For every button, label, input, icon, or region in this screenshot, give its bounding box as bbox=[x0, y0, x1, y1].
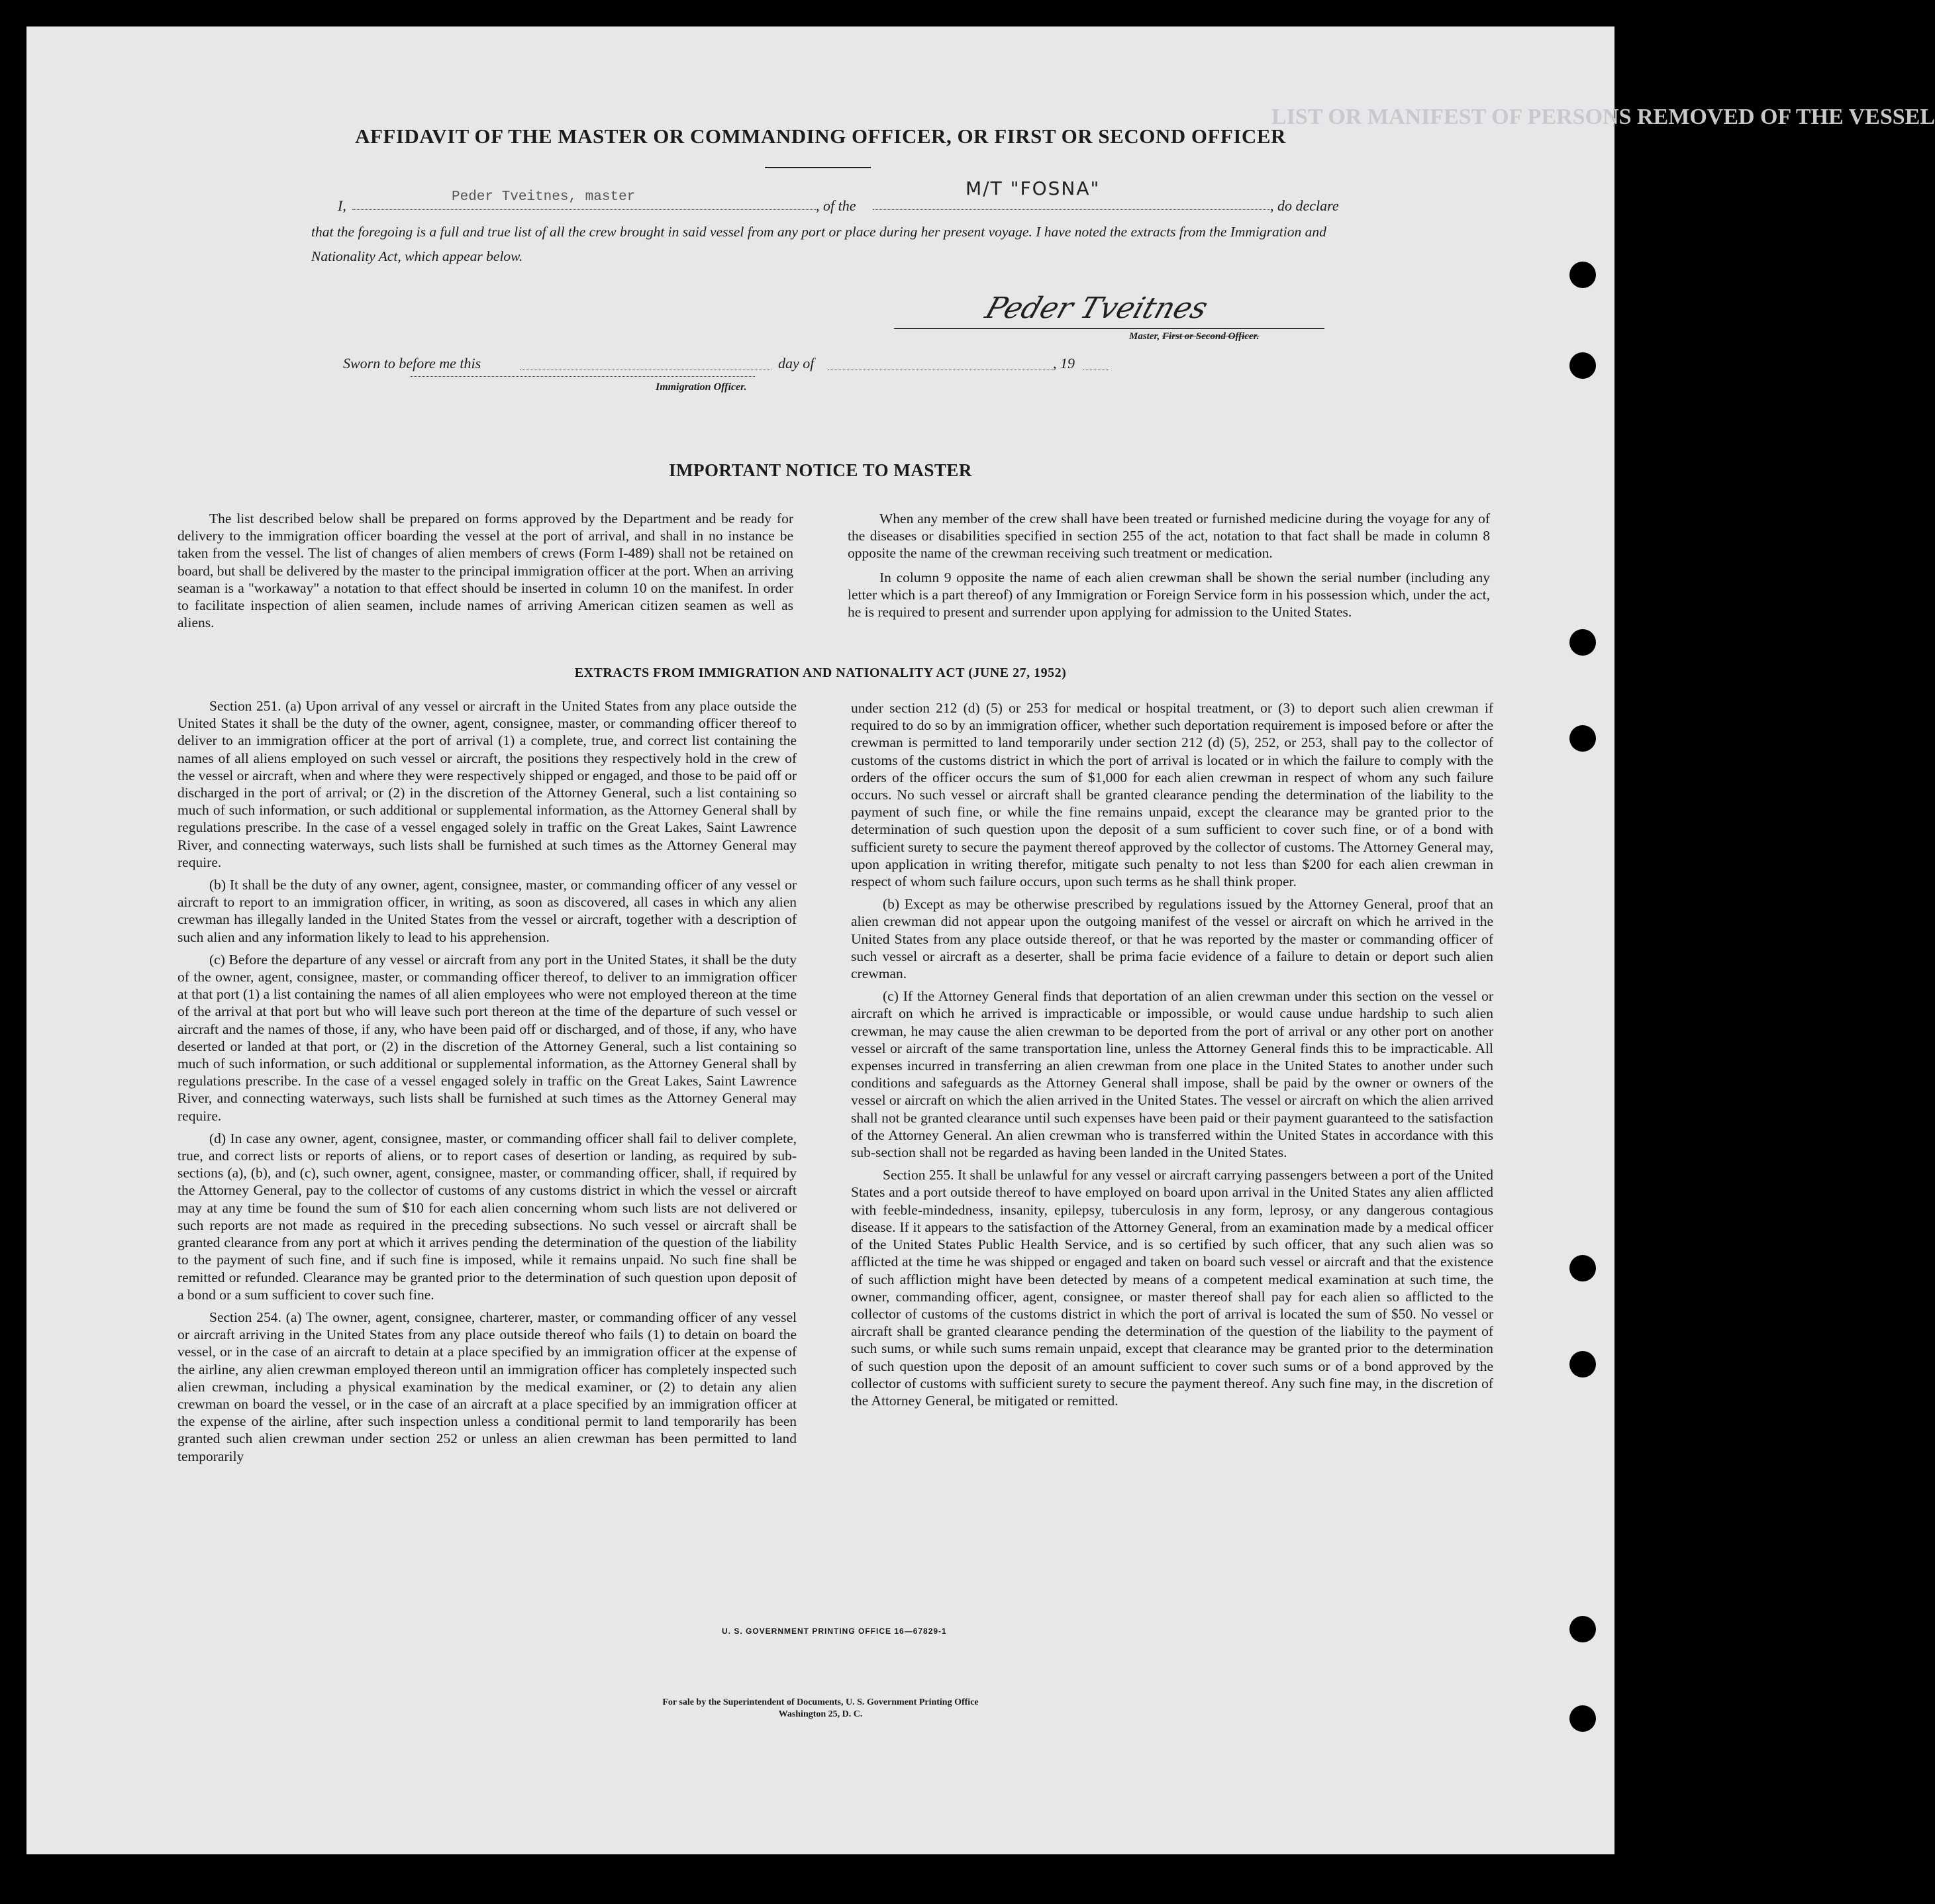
section-254-a-continued: under section 212 (d) (5) or 253 for medical or hospital treatment, or (3) to deport such alien crewman if required to do so by an immigration officer, whether such deportation requirement is imposed before or after the crewman is permitted to land temporarily under section 212 (d) (5), 252, or 253, shall pay to the collector of customs of the customs district in which the port of arrival is located or in which the failure to comply with the orders of the officer occurs the sum of $1,000 for each alien crewman in respect of whom any such failure occurs. No such vessel or aircraft shall be granted clearance pending the determination of the liability to the payment of such fine, or while the fine remains unpaid, except the clearance may be granted prior to the determination of such question upon the deposit of a sum sufficient to cover such fine, or of a bond with sufficient surety to secure the payment thereof approved by the collector of customs. The Attorney General may, upon application in writing therefor, mitigate such penalty to not less than $200 for each alien crewman in respect of whom such failure occurs, upon such terms as he shall think proper. bbox=[851, 700, 1493, 890]
punch-hole bbox=[1569, 352, 1596, 379]
sworn-month-field bbox=[828, 352, 1053, 370]
immigration-officer-label: Immigration Officer. bbox=[656, 381, 747, 393]
punch-hole bbox=[1569, 725, 1596, 752]
notice-left-column bbox=[177, 510, 793, 631]
extracts-left-column bbox=[177, 697, 797, 1470]
section-254-b: (b) Except as may be otherwise prescribed by regulations issued by the Attorney General, proof that an alien crewman did not appear upon the outgoing manifest of the vessel or aircraft on which he arrived in the United States from any place outside thereof, or that he was reported by the master or commanding officer of such vessel or aircraft as a deserter, shall be prima facie evidence of a failure to detain or deport such alien crewman. bbox=[851, 896, 1493, 982]
affidavit-title: AFFIDAVIT OF THE MASTER OR COMMANDING OFFICER, OR FIRST OR SECOND OFFICER bbox=[355, 125, 1286, 148]
declaration-text: that the foregoing is a full and true list of all the crew brought in said vessel from any port or place during her present voyage. I have noted the extracts from the Immigration and Nationality Act, which appear below. bbox=[311, 224, 1326, 264]
master-title-prefix: Master, bbox=[1129, 331, 1160, 342]
printing-office-code: U. S. GOVERNMENT PRINTING OFFICE 16—67829-1 bbox=[722, 1627, 947, 1636]
section-254-c: (c) If the Attorney General finds that deportation of an alien crewman under this section on the vessel or aircraft on which he arrived is impracticable or impossible, or would cause undue hardship to such alien crewman, he may cause the alien crewman to be deported from the port of arrival or any other port on another vessel or aircraft of the same transportation line, unless the Attorney General finds this to be impracticable. All expenses incurred in transferring an alien crewman from one place in the United States to another under such conditions and safeguards as the Attorney General shall impose, shall be paid by the owner or owners of the vessel or aircraft on which the alien arrived in the United States. The vessel or aircraft on which the alien arrived shall not be granted clearance until such expenses have been paid or their payment guaranteed to the satisfaction of the Attorney General. An alien crewman who is transferred within the United States in accordance with this sub-section shall not be regarded as having been landed in the United States. bbox=[851, 988, 1493, 1161]
day-of-label: day of bbox=[778, 355, 815, 372]
master-title bbox=[1129, 331, 1259, 342]
extracts-right-column bbox=[851, 699, 1493, 1415]
punch-hole bbox=[1569, 1351, 1596, 1378]
punch-hole bbox=[1569, 629, 1596, 656]
vessel-name-value: M/T "FOSNA" bbox=[966, 177, 1101, 199]
section-251-b: (b) It shall be the duty of any owner, agent, consignee, master, or commanding officer of any vessel or aircraft to report to an immigration officer, in writing, as soon as discovered, all cases in which any alien crewman has illegally landed in the United States from the vessel or aircraft, together with a description of such alien and any information likely to lead to his apprehension. bbox=[177, 877, 797, 945]
master-name-value: Peder Tveitnes, master bbox=[452, 189, 636, 205]
sale-notice-line-2: Washington 25, D. C. bbox=[778, 1709, 863, 1719]
vessel-field bbox=[873, 177, 1270, 210]
title-rule bbox=[765, 167, 871, 168]
punch-hole bbox=[1569, 262, 1596, 288]
punch-hole bbox=[1569, 1616, 1596, 1642]
master-name-field bbox=[352, 189, 816, 210]
sale-notice-line-1: For sale by the Superintendent of Documents, U. S. Government Printing Office bbox=[662, 1697, 979, 1707]
notice-paragraph: When any member of the crew shall have been treated or furnished medicine during the voyage for any of the diseases or disabilities specified in section 255 of the act, notation to that fact shall be made in column 8 opposite the name of the crewman receiving such treatment or medication. bbox=[848, 511, 1490, 562]
sworn-day-field bbox=[520, 352, 771, 370]
do-declare-label: , do declare bbox=[1270, 197, 1339, 214]
bleed-through-text: LIST OR MANIFEST OF PERSONS REMOVED OF THE VESSEL bbox=[1271, 105, 1935, 129]
section-251-a: Section 251. (a) Upon arrival of any vessel or aircraft in the United States from any place outside the United States it shall be the duty of the owner, agent, consignee, master, or commanding officer thereof to deliver to an immigration officer at the port of arrival (1) a complete, true, and correct list containing the names of all aliens employed on such vessel or aircraft, the positions they respectively hold in the crew of the vessel or aircraft, when and where they were respectively shipped or engaged, and those to be paid off or discharged in the port of arrival; or (2) in the discretion of the Attorney General, such a list containing so much of such information, or such additional or supplemental information, as the Attorney General shall by regulations prescribe. In the case of a vessel engaged solely in traffic on the Great Lakes, Saint Lawrence River, and connecting waterways, such lists shall be furnished at such times as the Attorney General may require. bbox=[177, 698, 797, 870]
document-page bbox=[26, 26, 1935, 1854]
section-254-a: Section 254. (a) The owner, agent, consignee, charterer, master, or commanding officer of any vessel or aircraft arriving in the United States from any place outside thereof who fails (1) to detain on board the vessel, or in the case of an aircraft to detain at a place specified by an immigration officer at the expense of the airline, any alien crewman employed thereon until an immigration officer has completely inspected such alien crewman, including a physical examination by the medical examiner, or (2) to detain any alien crewman on board the vessel, or in the case of an aircraft at a place specified by an immigration officer at the expense of the airline, after such inspection unless a conditional permit to land temporarily has been granted such alien crewman under section 252 or unless an alien crewman has been permitted to land temporarily bbox=[177, 1309, 797, 1464]
year-prefix-label: , 19 bbox=[1053, 355, 1075, 372]
sale-notice bbox=[26, 1697, 1614, 1721]
immigration-officer-line bbox=[411, 376, 755, 377]
notice-paragraph: In column 9 opposite the name of each alien crewman shall be shown the serial number (including any letter which is a part thereof) of any Immigration or Foreign Service form in his possession which, under the act, he is required to present and surrender upon applying for admission to the United States. bbox=[848, 569, 1490, 621]
punch-hole bbox=[1569, 1705, 1596, 1732]
notice-title: IMPORTANT NOTICE TO MASTER bbox=[669, 460, 972, 480]
punch-hole bbox=[1569, 1255, 1596, 1281]
notice-right-column bbox=[848, 510, 1490, 621]
notice-paragraph: The list described below shall be prepared on forms approved by the Department and be ready for delivery to the immigration officer boarding the vessel at the port of arrival, and shall in no instance be taken from the vessel. The list of changes of alien members of crews (Form I-489) shall not be retained on board, but shall be delivered by the master to the principal immigration officer at the port. When an arriving seaman is a "workaway" a notation to that effect should be inserted in column 10 on the manifest. In order to facilitate inspection of alien seamen, include names of arriving American citizen seamen as well as aliens. bbox=[177, 511, 793, 631]
sworn-year-field bbox=[1083, 352, 1109, 370]
section-251-c: (c) Before the departure of any vessel or aircraft from any port in the United States, it shall be the duty of the owner, agent, consignee, master, or commanding officer thereof, to deliver to an immigration officer at that port (1) a list containing the names of all alien employees who were not employed thereon at the time of the arrival at that port but who will leave such port thereon at the time of the departure of such vessel or aircraft and the names of those, if any, who have been paid off or discharged, and of those, if any, who have deserted or landed at that port, or (2) in the discretion of the Attorney General, such a list containing so much of such information, or such additional or supplemental information, as the Attorney General shall by regulations prescribe. In the case of a vessel engaged solely in traffic on the Great Lakes, Saint Lawrence River, and connecting waterways, such lists shall be furnished at such times as the Attorney General may require. bbox=[177, 951, 797, 1124]
extracts-title: EXTRACTS FROM IMMIGRATION AND NATIONALITY ACT (JUNE 27, 1952) bbox=[574, 666, 1067, 680]
master-signature: Peder Tveitnes bbox=[981, 291, 1213, 325]
signature-line bbox=[894, 328, 1324, 329]
i-label: I, bbox=[338, 197, 346, 214]
of-the-label: , of the bbox=[816, 197, 856, 214]
section-255: Section 255. It shall be unlawful for any vessel or aircraft carrying passengers between a port of the United States and a port outside thereof to have employed on board upon arrival in the United States any alien afflicted with feeble-mindedness, insanity, epilepsy, tuberculosis in any form, leprosy, or any dangerous contagious disease. If it appears to the satisfaction of the Attorney General, from an examination made by a medical officer of the United States Public Health Service, and is so certified by such officer, that any such alien was so afflicted at the time he was shipped or engaged and taken on board such vessel or aircraft and that the existence of such affliction might have been detected by means of a competent medical examination at such time, the owner, commanding officer, agent, consignee, or master thereof shall pay for each alien so afflicted to the collector of customs of the customs district in which the port of arrival is located the sum of $50. No vessel or aircraft shall be granted clearance pending the determination of the question of the liability to the payment of such sums, or while such sums remain unpaid, except that clearance may be granted prior to the determination of such question upon the deposit of an amount sufficient to cover such sums or of a bond approved by the collector of customs with sufficient surety to secure the payment thereof. Any such fine may, in the discretion of the Attorney General, be mitigated or remitted. bbox=[851, 1167, 1493, 1409]
sworn-label: Sworn to before me this bbox=[343, 355, 481, 372]
master-title-struck: First or Second Officer. bbox=[1162, 331, 1260, 342]
section-251-d: (d) In case any owner, agent, consignee, master, or commanding officer shall fail to deliver complete, true, and correct lists or reports of aliens, or to report cases of desertion or landing, as required by sub-sections (a), (b), and (c), such owner, agent, consignee, master, or commanding officer, shall, if required by the Attorney General, pay to the collector of customs of any customs district in which the vessel or aircraft may at any time be found the sum of $10 for each alien concerning whom such lists are not delivered or such reports are not made as required in the preceding subsections. No such vessel or aircraft shall be granted clearance from any port at which it arrives pending the determination of the question of the liability to the payment of such fine, and if such fine is imposed, while it remains unpaid. No such fine shall be remitted or refunded. Clearance may be granted prior to the determination of such question upon deposit of a bond or a sum sufficient to cover such fine. bbox=[177, 1130, 797, 1303]
